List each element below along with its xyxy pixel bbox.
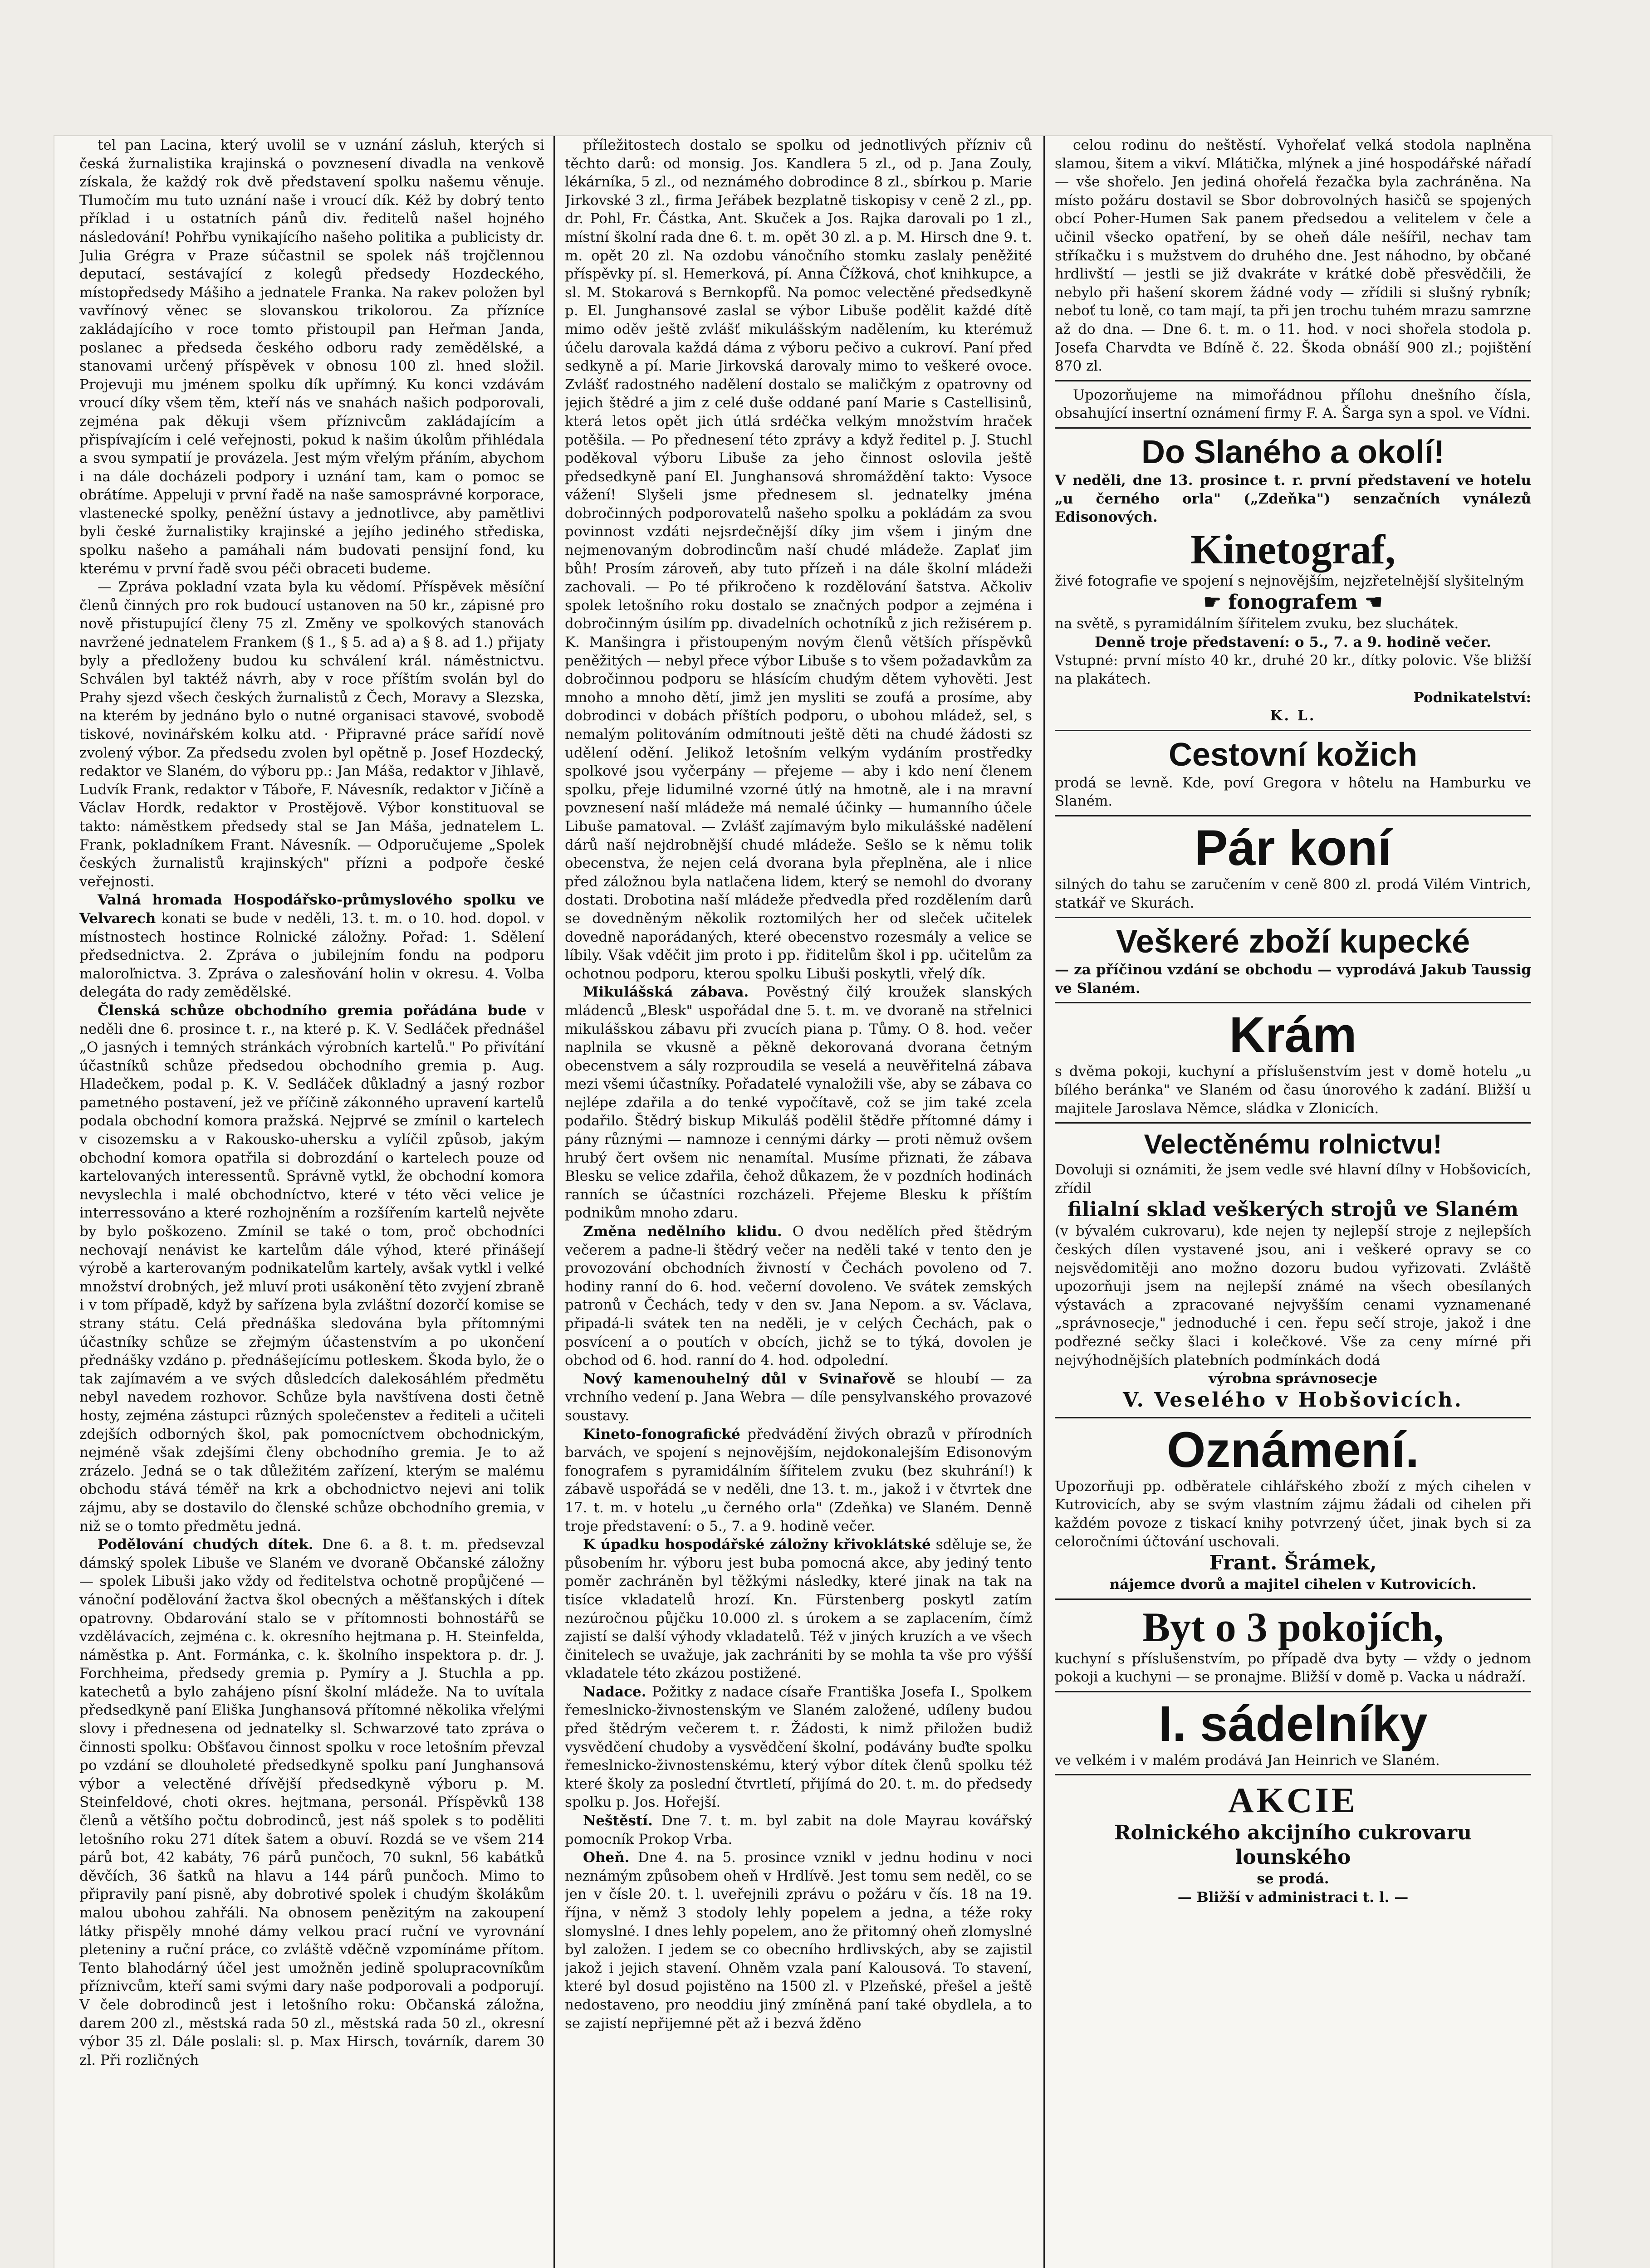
article-fire-head: Oheň. [583,1849,630,1866]
article-mikulas [565,983,1032,1222]
article-mikulas-body: Pověstný čilý kroužek slanských mládenců „Blesk" uspořádal dne 5. t. m. ve dvoraně na střelnici mikulášskou zábavu při zvucích piana p. Tůmy. O 8. hod. večer naplnila se vkusně a pěkně dekorovaná dvorana četným obecenstvem a sály rozproudila se veselá a neuvěřitelná zábava mezi všemi účastníky. Pořadatelé vynaložili vše, aby se zábava co nejlépe zdařila a do tenké vypočítavě, což se jim také zcela podařilo. Štědrý biskup Mikuláš podělil štědře přítomné dámy i pány různými — namnoze i cennými dárky — proti němuž ovšem hrubý čert ovšem nic nenamítal. Musíme přiznati, že zábava Blesku se velice zdařila, čehož důkazem, že v pozdních hodinách ranních se účastníci rozcházeli. Přejeme Blesku k příštím podnikům mnoho zdaru. [565,984,1032,1222]
ad-machinery-title: Velectěnému rolnictvu! [1144,1129,1442,1160]
article-accident-body: Dne 7. t. m. byl zabit na dole Mayrau kovářský pomocník Prokop Vrba. [565,1813,1032,1848]
pointing-hand-icon: ☚ [1365,591,1383,614]
separator [1055,1691,1531,1692]
ad-fur-coat-text: prodá se levně. Kde, poví Gregora v hôtelu na Hamburku ve Slaném. [1055,774,1531,810]
article-kineto [565,1425,1032,1536]
ad-kinetograf-title: Do Slaného a okolí! [1141,434,1445,470]
ad-kinetograf-headline: Kinetograf, [1190,526,1396,572]
ad-shop [1055,1008,1531,1118]
article-sunday-rest-head: Změna nedělního klidu. [583,1223,782,1240]
article-coal-mine-head: Nový kamenouhelný důl v Svinařově [583,1370,896,1387]
article-velvary [79,891,544,1002]
ad-announcement-sign2: nájemce dvorů a majitel cihelen v Kutrovicích. [1109,1576,1477,1593]
separator [1055,1774,1531,1775]
ad-shares-text: se prodá. [1257,1871,1329,1887]
ad-announcement [1055,1423,1531,1594]
ad-kinetograf-text2: na světě, s pyramidálním šířitelem zvuku, bez sluchátek. [1055,616,1459,632]
ad-lard-text: ve velkém i v malém prodává Jan Heinrich ve Slaném. [1055,1752,1440,1769]
article-gremium-body: v neděli dne 6. prosince t. r., na které p. K. V. Sedláček přednášel „O jasných i temných stránkách výrobních kartelů." Po přivítání účastníků schůze předsedou obchodního gremia p. Aug. Hladečkem, podal p. K. V. Sedláček důkladný a jasný rozbor pametného postavení, jež ve příčině zákonného upravení kartelů podala obchodní komora pražská. Nejprvé se zmínil o kartelech v cisozemsku a v Rakousko-uhersku a vylíčil způsob, jakým obchodní komora opatřila si dobrozdání o kartelech pouze od kartelovaných interessentů. Správně vytkl, že obchodní komora nevyslechla i malé obchodníctvo, které v této věci velice je interressováno a které rozhojněním a rozšířením kartelů největe by bylo poškozeno. Zmínil se také o tom, proč obchodníci nechovají nenávist ke kartelům dále výhod, které přinášejí výrobě a karterovaným podnikatelům kartely, avšak vytkl i velké množství drobných, jež mluví proti usákonění těto zvyjení zbraně i v tom případě, když by sařízena byla zvláštní dozorčí komise se strany státu. Celá přednáška sledována byla přítomnými účastníky schůze se zřejmým účastenstvím a po ukončení přednášky vzdáno p. přednášejícímu potleskem. Škoda bylo, že o tak zajímavém a ve svých důsledcích dalekosáhlém předmětu nebyl navedem rozhovor. Schůze byla navštívena dosti četně hosty, zejména zástupci různých společenstev a řediteli a učiteli zdejších odborných škol, pak pomocníctvem obchodnickým, nejméně však zdejšími členy obchodního gremia. Je to až zrázelo. Jedná se o tak důležitém zařízení, kterým se malému obchodu stává téměř na krk a obchodnictvo nejevi ani tolik zájmu, aby se dostavilo do členské schůze obchodního gremia, v niž se o tomto předmětu jedná. [79,1002,544,1535]
ad-horses-text: silných do tahu se zaručením v ceně 800 zl. prodá Vilém Vintrich, statkář ve Skurách. [1055,876,1531,911]
column-1 [79,136,544,2268]
ad-lard-title: I. sádelníky [1158,1696,1428,1752]
ad-machinery-text2: (v bývalém cukrovaru), kde nejen ty nejlepší stroje z nejlepších českých dílen vystavené jsou, ani i veškeré opravy se co nejsvědomitěji ano možno dozoru budou vyřizovati. Zvláště upozorňuji jsem na nejlepší známé na všech obesílaných výstavách a zpracované nejvyšším cenami vyznamenané „správnosecje," jednoduché i cen. řepu sečí stroje, jakož i dne podřezné sečky šlaci i kolečkové. Vše za ceny mírné při nejvýhodnějších platebních podmínkách dodá [1055,1223,1531,1369]
article-sunday-rest [565,1222,1032,1370]
ad-shares-company: Rolnického akcijního cukrovaru lounského [1114,1821,1472,1869]
ad-fur-coat [1055,736,1531,811]
article-foundation [565,1683,1032,1812]
article-coal-mine-body: se hloubí — za vrchního vedení p. Jana Webra — díle pensylvanského provazové soustavy. [565,1370,1032,1424]
separator [1055,917,1531,918]
ad-shop-text: s dvěma pokoji, kuchyní a příslušenstvím jest v domě hotelu „u bílého beránka" ve Slaném od času únorového k zadání. Bližší u majitele Jaroslava Němce, sládka v Zlonicích. [1055,1063,1531,1117]
ad-machinery-sign: V. Veselého v Hobšovicích. [1123,1388,1463,1412]
article-velvary-body: konati se bude v neděli, 13. t. m. o 10. hod. dopol. v místnostech hostince Rolnické záložny. Pořad: 1. Sdělení předsednictva. 2. Zpráva o jubilejním fondu na podporu maloroľnictva. 3. Zpráva o zalesňování holin v okresu. 4. Volba delegáta do rady zemědělské. [79,910,544,1001]
article-kineto-body: předvádění živých obrazů v přírodních barvách, ve spojení s nejnovějším, nejdokonalejším Edisonovým fonografem s pyramidálním šířitelem zvuku (bez skuhrání!) k zábavě uspořádá se v neděli, dne 13. t. m., jakož i v čtvrtek dne 17. t. m. v hotelu „u černého orla" (Zdeňka) ve Slaném. Denně troje představení: o 5., 7. a 9. hodině večer. [565,1426,1032,1535]
ad-kinetograf-phono: fonografem [1228,591,1358,614]
ad-kinetograf-intro: V neděli, dne 13. prosince t. r. první představení ve hotelu „u černého orla" („Zdeňka") senzačních vynálezů Edisonových. [1055,472,1531,526]
ad-flat-text: kuchyní s příslušenstvím, po případě dva byty — vždy o jednom pokoji a kuchyni — se pronajme. Bližší v domě p. Vacka u nádraží. [1055,1650,1531,1686]
ad-shop-title: Krám [1229,1007,1357,1063]
article-gremium [79,1002,544,1535]
article-children-body: Dne 6. a 8. t. m. předsevzal dámský spolek Libuše ve Slaném ve dvoraně Občanské záložny — spolek Libuši jako vždy od ředitelstva ochotně propůjčené — vánoční podělování žactva škol obecných a měšťanských i dítek opatrovny. Obdarování stalo se v přítomnosti bohnostářů se vzdělávacích, zejména c. k. okresního hejtmana p. H. Steinfelda, náměstka p. Ant. Formánka, c. k. školního inspektora p. dr. J. Forchheima, předsedy gremia p. Pymíry a J. Stuchla a pp. katechetů a bylo zahájeno písní školní mládeže. Na to uvítala předsedkyně paní Eliška Junghansová přítomné několika vřelými slovy i přednesena od jednatelky sl. Schwarzové tato zpráva o činnosti spolku: Obšťavou činnost spolku v roce letošním převzal po vzdání se dlouholeté předsedkyně spolku paní Junghansová výbor a velectěné dřívější předsedkyně výboru p. M. Steinfeldové, choti okres. hejtmana, personál. Příspěvků 138 členů a většího počtu dobrodinců, jest náš spolek s to poděliti letošního roku 271 dítek šatem a obuví. Rozdá se ve všem 214 párů bot, 42 kabáty, 76 párů punčoch, 70 suknl, 56 kabátků děvčích, 36 šatků na hlavu a 144 párů punčoch. Mimo to připravily paní pisně, aby dobrotivé spolek i chudým školákům malou ubohou zahřáli. Na obnosem penězitým na zakoupení látky přispěly mnohé dámy velkou prací ruční ve vyrovnání pleteniny a ruční práce, co zvláště vděčně vzpomínáme přítom. Tento blahodárný účel jest umožněn jedině spolupracovníkům příznivcům, kteří sami svými dary naše podporovali a podporují. V čele dobrodinců jest i letošního roku: Občanská záložna, darem 200 zl., městská rada 50 zl., městská rada 50 zl., okresní výbor 35 zl. Dále poslali: sl. p. Max Hirsch, továrník, darem 30 zl. Při rozličných [79,1536,544,2068]
separator [1055,1002,1531,1003]
article-journalists-report: — Zpráva pokladní vzata byla ku vědomí. Příspěvek měsíční členů činných pro rok budoucí ustanoven na 50 kr., zápisné pro nově přistupující členy 75 zl. Změny ve spolkových stanovách navržené jednatelem Frankem (§ 1., § 5. ad a) a § 8. ad 1.) přijaty byly a předloženy budou ku schválení král. náměstnictvu. Schválen byl taktéž návrh, aby v roce příštím svolán byl do Prahy sjezd všech českých žurnalistů z Čech, Moravy a Slezska, na kterém by jednáno bylo o nutné organisaci stavové, svobodě tiskové, novinářském kolku atd. · Připravné práce sařídí nově zvolený výbor. Za předsedu zvolen byl opětně p. Josef Hozdecký, redaktor ve Slaném, do výboru pp.: Jan Máša, redaktor v Jihlavě, Ludvík Frank, redaktor v Táboře, F. Návesník, redaktor v Jičíně a Václav Hordk, redaktor v Prostějově. Výbor konstituoval se takto: náměstkem předsedy stal se Jan Máša, jednatelem L. Frank, pokladníkem Frant. Návesník. — Odporučujeme „Spolek českých žurnalistů krajinských" přízni a podpoře české veřejnosti. [79,579,544,890]
separator [1055,1122,1531,1124]
ad-shares-title: AKCIE [1228,1780,1358,1820]
ad-goods [1055,923,1531,997]
ad-lard [1055,1697,1531,1770]
ad-shares [1055,1780,1531,1906]
column-3 [1055,136,1531,2268]
article-fire [565,1848,1032,2033]
ad-kinetograf [1055,433,1531,725]
article-foundation-head: Nadace. [583,1683,646,1700]
ad-goods-title: Veškeré zboží kupecké [1116,924,1470,960]
article-journalists-cont: tel pan Lacina, který uvolil se v uznání zásluh, kterých si česká žurnalistika krajinská o povznesení divadla na venkově získala, že každý rok dvě představení spolku našemu věnuje. Tlumočím mu tuto uznání naše i vroucí dík. Kéž by dobrý tento příklad i u ostatních pánů div. ředitelů našel hojného následování! Pohřbu vynikajícího našeho politika a publicisty dr. Julia Grégra v Praze súčastnil se spolek náš trojčlennou deputací, sestávající z kolegů předsedy Hozdeckého, místopředsedy Mášiho a jednatele Franka. Na rakev položen byl vavřínový věnec se slovanskou trikolorou. Za přízníce zakládajícího v roce tomto přistoupil pan Heřman Janda, poslanec a předseda českého odboru rady zemědělské, a stanovami určený příspěvek v obnosu 100 zl. hned složil. Projevuji mu jménem spolku dík upřímný. Ku konci vzdávám vroucí díky všem těm, kteří nás ve snahách našich podporovali, zejména pak děkuji všem příznivcům zakládajícím a přispívajícím i celé veřejnosti, pokud k našim úkolům přihlédala a svou sympatií je provázela. Jest mým vřelým přáním, abychom i na dále docházeli podpory i uznání tam, kam o pomoc se obrátíme. Appeluji v první řadě na naše samosprávné korporace, vlastenecké spolky, peněžní ústavy a jednotlivce, aby pamětlivi byli české žurnalistiky krajinské a jejího jediného střediska, spolku našeho a pamáhali nám budovati pensijní fond, ku kterému v první řadě svou péči obraceti budeme. [79,137,544,577]
pointing-hand-icon: ☛ [1203,591,1221,614]
article-fire-cont: celou rodinu do neštěstí. Vyhořelať velká stodola naplněna slamou, šitem a vikví. Mlátička, mlýnek a jiné hospodářské nářadí — vše shořelo. Jen jediná ohořelá řezačka byla zachráněna. Na místo požáru dostavil se Sbor dobrovolných hasičů se spojených obcí Poher-Humen Sak panem předsedou a velitelem v čele a učinil všecko opatření, by se oheň dále nešířil, nechav tam stříkačku i s mužstvem do druhého dne. Jest náhodno, by občané hrdlivští — jestli se již dvakráte v krátké době přesvědčili, že nebylo při hašení skorem žádné vody — zřídili si slušný rybník; neboť tu loně, co tam mají, ta při jen trochu tuhém mrazu samrzne až do dna. — Dne 6. t. m. o 11. hod. v noci shořela stodola p. Josefa Charvdta ve Bdíně č. 22. Škoda obnáší 900 zl.; pojištění 870 zl. [1055,137,1531,375]
ad-fur-coat-title: Cestovní kožich [1168,736,1418,773]
ad-goods-text: — za příčinou vzdání se obchodu — vyprodává Jakub Taussig ve Slaném. [1055,962,1531,997]
ad-kinetograf-price: Vstupné: první místo 40 kr., druhé 20 kr., dítky polovic. Vše bližší na plakátech. [1055,652,1531,688]
ad-machinery-text1: Dovoluji si oznámiti, že jsem vedle své hlavní dílny v Hobšovicích, zřídil [1055,1162,1531,1197]
newspaper-page [54,136,1552,2268]
article-children-cont: příležitostech dostalo se spolku od jednotlivých přízniv ců těchto darů: od monsig. Jos. Kandlera 5 zl., od p. Jana Zouly, lékárníka, 5 zl., od neznámého dobrodince 8 zl., sbírkou p. Marie Jirkovské 3 zl., firma Jeřábek bezplatně tiskopisy v ceně 2 zl., pp. dr. Pohl, Fr. Částka, Ant. Skuček a Jos. Rajka darovali po 1 zl., místní školní rada dne 6. t. m. opět 30 zl. a p. M. Hirsch dne 9. t. m. opět 20 zl. Na ozdobu vánočního stomku zaslaly peněžité příspěvky pí. sl. Hemerková, pí. Anna Čížková, choť knihkupce, a sl. M. Stokarová s Bernkopfů. Na pomoc velectěné předsedkyně p. El. Junghansové zaslal se výbor Libuše podělit každé dítě mimo oděv ještě zvlášť mikulášským nadělením, ku kterémuž účelu darovala každá dáma z výboru pečivo a cukroví. Paní před sedkyně a pí. Marie Jirkovská darovaly mimo to veškeré ovoce. Zvlášť radostného nadělení dostalo se maličkým z opatrovny od jejich štědré a jim z celé duše oddané paní Marie s Castellisinů, která letos opět jich útlá srdéčka velkým množstvím hraček potěšila. — Po přednesení této zprávy a když ředitel p. J. Stuchl poděkoval výboru Libuše za jeho činnost oslovila ještě předsedkyně paní El. Junghansová shromáždění takto: Vysoce vážení! Slyšeli jsme přednesem sl. jednatelky jména dobročinných podporovatelů našeho spolku a pokládám za svou povinnost vzdáti nejsrdečnější díky jim všem i jiným dne nejmenovaným dobrodincům naší chudé mládeže. Zaplať jim bůh! Prosím zároveň, aby tuto přízeň i na dále školní mládeži zachovali. — Po té přikročeno k rozdělování šatstva. Ačkoliv spolek letošního roku dostalo se značných podpor a zejména i dobročinným úsilím pp. divadelních ochotníků z jich režisérem p. K. Manšingra i přistoupeným novým členů větších příspěvků peněžitých — nebyl přece výbor Libuše s to všem požadavkům za dobročinnou podporu se hlásícím chudým dětem vyhověti. Jest mnoho a mnoho dětí, jimž jen mysliti se zoufá a prosíme, aby dobrodinci v dobách příštích podporu, o ubohou mládež, sel, s nemalým politováním odmítnouti ještě děti na chudé žádosti sz udělení odění. Jelikož letošním velkým vydáním prostředky spolkové jsou vyčerpány — přejeme — aby i kdo není členem spolku, přeje lidumilné vzorné útlý na hmotně, ale i na mravní povznesení naší mládeže má nemalé účinky — humanního účele Libuše pamatoval. — Zvlášť zajímavým bylo mikulášské nadělení dárů naší nejdrobnější chudé mládeže. Sešlo se k němu tolik obecenstva, že nejen celá dvorana byla přeplněna, ale i nlice před záložnou byla natlačena lidem, který se nemohl do dvorany dostati. Drobotina naší mládeže předvedla před rozdělením darů se dovedněným několik roztomilých her od sleček učitelek dovedně naporádaných, které obecenstvo rozesmály a velice se líbily. Však vděčit jim proto i pp. řiditelům škol i pp. učitelům za ochotnou podporu, kterou spolku Libuši poskytli, vřelý dík. [565,137,1032,982]
ad-kinetograf-sign-label: Podnikatelství: [1413,689,1531,706]
ad-machinery [1055,1128,1531,1413]
article-kineto-head: Kineto-fonografické [583,1426,740,1442]
column-rule-2 [1043,136,1045,2268]
article-bank [565,1535,1032,1683]
ad-kinetograf-text: živé fotografie ve spojení s nejnovějším, nejzřetelnější slyšitelným [1055,572,1524,589]
ad-horses [1055,821,1531,912]
article-gremium-head: Členská schůze obchodního gremia pořádána bude [98,1002,527,1019]
article-sunday-rest-body: O dvou nedělích před štědrým večerem a padne-li štědrý večer na neděli také v tento den je provozování obchodních živností v Čechách povoleno od 7. hodiny ranní do 6. hod. večerní dovoleno. Ve svátek zemských patronů v Čechách, tedy v den sv. Jana Nepom. a sv. Václava, připadá-li svátek ten na neděli, je v celých Čechách, pak o posvícení a o poutích v obcích, jichž se to týká, dovolen je obchod od 6. hod. ranní do 4. hod. odpolední. [565,1223,1032,1369]
ad-shares-foot: — Bližší v administraci t. l. — [1177,1889,1409,1906]
notice-supplement: Upozorňujeme na mimořádnou přílohu dnešního čísla, obsahující insertní oznámení firmy F. A. Šarga syn a spol. ve Vídni. [1055,386,1531,422]
separator [1055,815,1531,816]
ad-flat [1055,1604,1531,1686]
article-accident [565,1812,1032,1848]
ad-announcement-text: Upozorňuji pp. odběratele cihlářského zboží z mých cihelen v Kutrovicích, aby se svým vlastním zájmu žádali od cihelen při každém povoze z tiskací knihy potvrzený účet, jinak bych si za celoročními účtování uschovali. [1055,1478,1531,1550]
ad-kinetograf-performances: Denně troje představení: o 5., 7. a 9. hodině večer. [1095,634,1491,650]
ad-machinery-headline: filialní sklad veškerých strojů ve Slaném [1067,1198,1519,1222]
article-accident-head: Neštěstí. [583,1813,653,1829]
separator [1055,730,1531,731]
column-2 [565,136,1032,2268]
article-fire-body: Dne 4. na 5. prosince vznikl v jednu hodinu v noci neznámým způsobem oheň v Hrdlívě. Jest tomu sem neděl, co se jen v čísle 20. t. l. uveřejnili zprávu o požáru v čís. 18 na 19. října, v němž 3 stodoly lehly popelem a jedna, a téže roky slomyslné. I dnes lehly popelem, ano že přitomný oheň zlomyslné byl založen. I jedem se co obecního hrdlivských, aby se zajistil jakož i jejich stavení. Ohněm vzala paní Kalousová. To stavení, které byl dosud pojistěno na 1500 zl. v Plzeňské, přešel a ještě nedostaveno, pro neoddiu jiný zmíněná paní také obydlela, a to se zajistí nepřijemné pět až i bezvá žděno [565,1849,1032,2032]
article-foundation-body: Požitky z nadace císaře Františka Josefa I., Spolkem řemeslnicko-živnostenským ve Slaném založené, udíleny budou před štědrým večerem t. r. Žádosti, k nimž přiložen budiž vysvědčení chudoby a vysvědčení školní, podávány buďte spolku řemeslnicko-živnostenskému, který výbor dítek členů spolku též které školy za poslední čtvrtletí, přijímá do 20. t. m. do předsedy spolku p. Jos. Hořejší. [565,1683,1032,1811]
ad-flat-title: Byt o 3 pokojích, [1142,1603,1444,1650]
ad-announcement-sign: Frant. Šrámek, [1209,1551,1377,1575]
article-bank-body: sděluje se, že působením hr. výboru jest buba pomocná akce, aby jediný tento poměr zachráněn byl těžkými následky, které jinak na tak na tisíce vkladatelů hrozí. Kn. Fürstenberg poskytl zatím nezúročnou půjčku 10.000 zl. s úrokem a se zaplacením, čímž zajistí se další výhody vkladatelů. Též v jiných kruzích a ve všech činitelech se uvažuje, jak zachrániti by se mohla ta vše pro výšší vkladatele této zkázou postižené. [565,1536,1032,1682]
ad-kinetograf-sign: K. L. [1270,708,1316,724]
article-velvary-head: Valná hromada Hospodářsko-průmyslového spolku ve Velvarech [79,892,544,927]
article-children-head: Podělování chudých dítek. [98,1536,313,1553]
article-children [79,1535,544,2069]
separator [1055,427,1531,429]
ad-kinetograf-phono-line [1055,590,1531,615]
separator [1055,1417,1531,1418]
article-coal-mine [565,1370,1032,1425]
ad-horses-title: Pár koní [1194,820,1392,876]
article-mikulas-head: Mikulášská zábava. [583,984,749,1001]
separator [1055,380,1531,381]
ad-announcement-title: Oznámení. [1166,1422,1420,1478]
column-rule-1 [553,136,555,2268]
article-bank-head: K úpadku hospodářské záložny křivoklátské [583,1536,931,1553]
separator [1055,1598,1531,1600]
ad-machinery-sign-label: výrobna správnosecje [1209,1370,1377,1387]
